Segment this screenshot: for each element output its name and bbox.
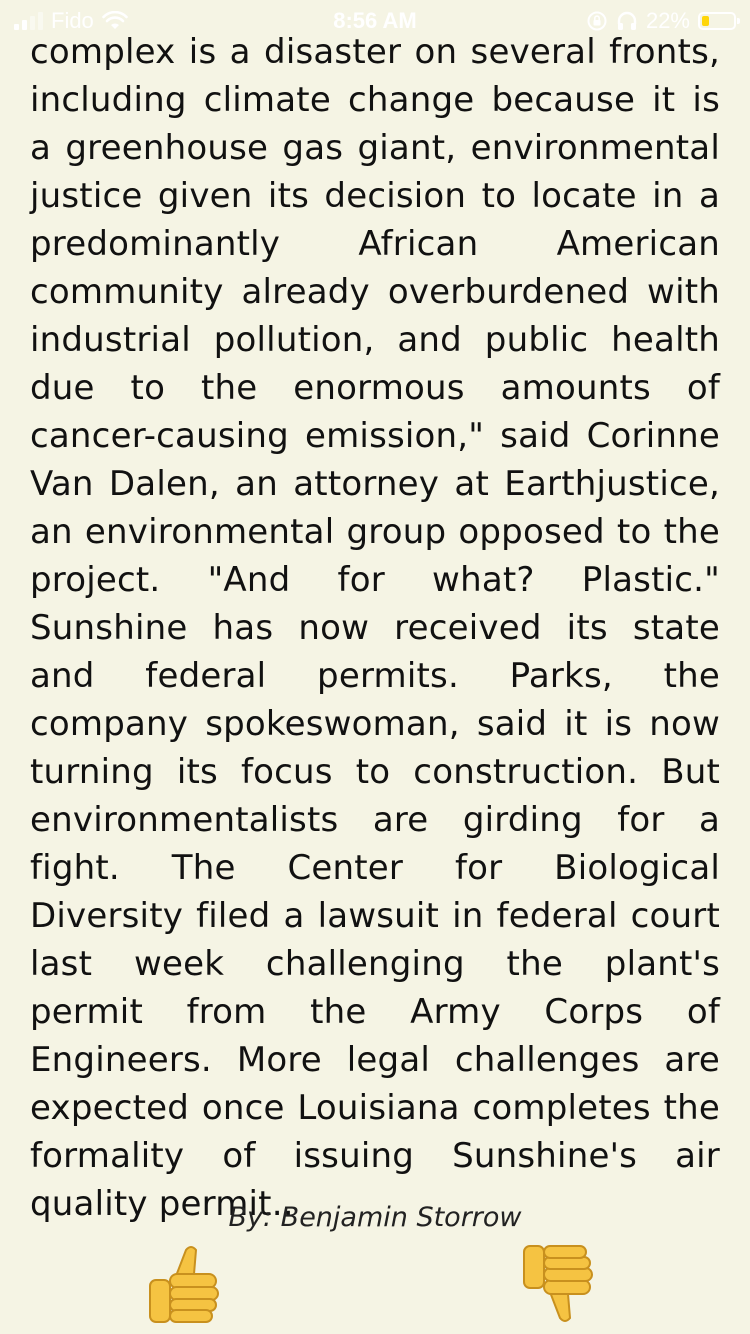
thumbs-up-icon — [146, 1242, 226, 1326]
lock-rotation-icon — [586, 10, 608, 32]
carrier-label: Fido — [51, 8, 94, 33]
status-bar — [0, 0, 750, 40]
author-byline: By: Benjamin Storrow — [228, 1202, 522, 1233]
like-button[interactable] — [146, 1242, 226, 1326]
thumbs-down-icon — [520, 1242, 600, 1326]
status-time: 8:56 AM — [333, 8, 417, 33]
battery-icon — [698, 12, 736, 30]
battery-percent: 22% — [645, 8, 690, 33]
article-text: complex is a disaster on several fronts, including climate change because it is a greenhouse gas giant, environmental justice given its decision to locate in a predominantly African American community already overburdened with industrial pollution, and public health due to the enormous amounts of cancer-causing emission," said Corinne Van Dalen, an attorney at Earthjustice, an environmental group opposed to the project. "And for what? Plastic." Sunshine has now received its state and federal permits. Parks, the company spokeswoman, said it is now turning its focus to construction. But environmentalists are girding for a fight. The Center for Biological Diversity filed a lawsuit in federal court last week challenging the plant's permit from the Army Corps of Engineers. More legal challenges are expected once Louisiana completes the formality of issuing Sunshine's air quality permit.. — [30, 32, 720, 1224]
headphones-icon — [616, 10, 638, 32]
status-right — [586, 8, 736, 34]
dislike-button[interactable] — [520, 1242, 600, 1326]
battery-fill — [702, 16, 709, 26]
article-body — [30, 28, 720, 1228]
